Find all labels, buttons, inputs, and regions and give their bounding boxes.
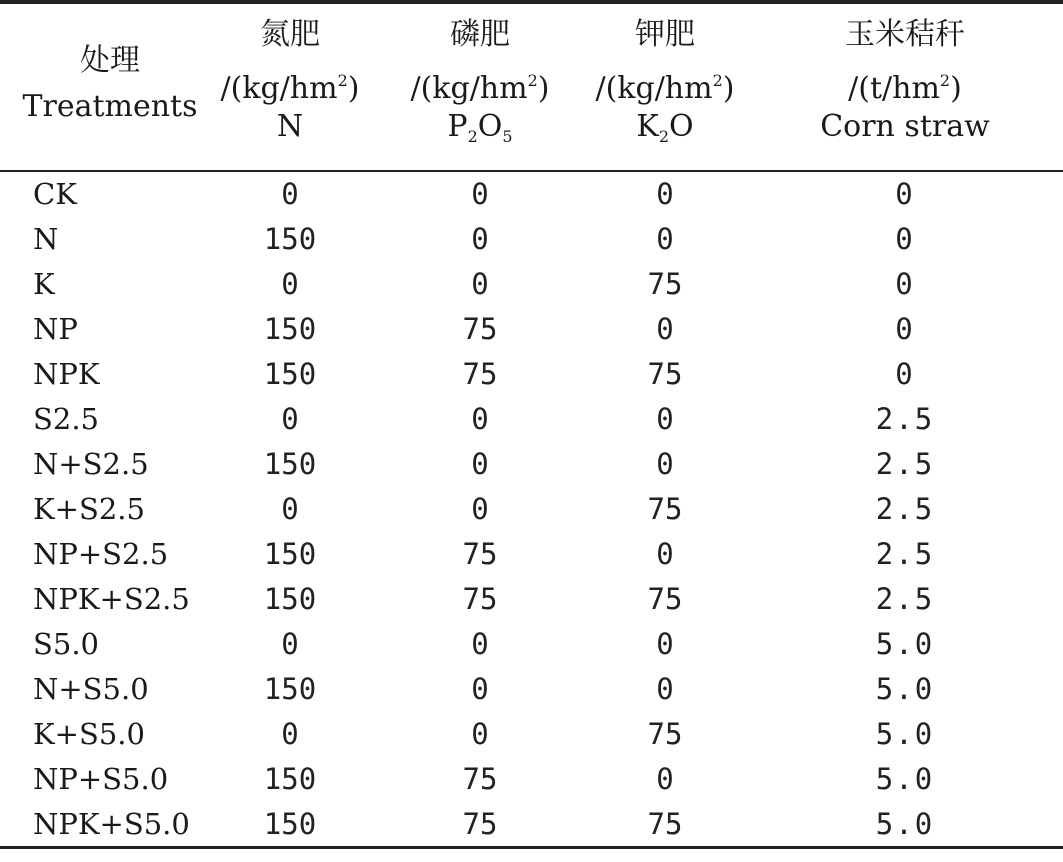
straw-cell: 2.5 [875, 492, 935, 526]
potassium-cell: 75 [647, 492, 683, 526]
header-nitrogen-cn: 氮肥 [260, 17, 320, 52]
potassium-cell: 0 [656, 627, 674, 661]
phosphorus-cell: 0 [471, 672, 489, 706]
table-body [0, 172, 1063, 847]
nitrogen-cell: 150 [263, 312, 317, 346]
nitrogen-cell: 0 [281, 267, 299, 301]
table-row [0, 622, 1063, 667]
potassium-cell: 0 [656, 222, 674, 256]
phosphorus-cell: 75 [462, 762, 498, 796]
table-top-rule [0, 0, 1063, 4]
header-potassium-unit: $/(kg/hm^2)$ [595, 71, 735, 106]
treatment-cell: K+S5.0 [33, 717, 145, 751]
phosphorus-cell: 0 [471, 627, 489, 661]
potassium-cell: 0 [656, 447, 674, 481]
header-phosphorus-cn: 磷肥 [450, 17, 510, 52]
potassium-cell: 75 [647, 267, 683, 301]
table-row [0, 802, 1063, 847]
treatment-cell: NP [33, 312, 78, 346]
nitrogen-cell: 150 [263, 582, 317, 616]
treatment-cell: NPK+S5.0 [33, 807, 190, 841]
treatment-cell: NP+S5.0 [33, 762, 169, 796]
phosphorus-cell: 0 [471, 402, 489, 436]
potassium-cell: 0 [656, 177, 674, 211]
phosphorus-cell: 0 [471, 717, 489, 751]
straw-cell: 0 [895, 357, 915, 391]
nitrogen-cell: 150 [263, 222, 317, 256]
table-row [0, 307, 1063, 352]
nitrogen-cell: 0 [281, 402, 299, 436]
straw-cell: 5.0 [875, 807, 935, 841]
table-row [0, 487, 1063, 532]
table-row [0, 442, 1063, 487]
table-row [0, 262, 1063, 307]
potassium-cell: 0 [656, 537, 674, 571]
straw-cell: 5.0 [875, 762, 935, 796]
nitrogen-cell: 150 [263, 447, 317, 481]
phosphorus-cell: 75 [462, 582, 498, 616]
treatment-cell: K [33, 267, 55, 301]
header-corn-straw [780, 12, 1030, 150]
potassium-cell: 0 [656, 312, 674, 346]
nitrogen-cell: 0 [281, 717, 299, 751]
treatment-cell: N+S2.5 [33, 447, 149, 481]
straw-cell: 5.0 [875, 672, 935, 706]
treatment-cell: NP+S2.5 [33, 537, 169, 571]
header-phosphorus [385, 12, 575, 150]
potassium-cell: 0 [656, 402, 674, 436]
treatment-cell: S2.5 [33, 402, 99, 436]
table-row [0, 172, 1063, 217]
treatment-cell: N+S5.0 [33, 672, 149, 706]
header-treatments [10, 38, 210, 130]
header-corn-straw-cn: 玉米秸秆 [845, 17, 965, 52]
straw-cell: 2.5 [875, 447, 935, 481]
header-corn-straw-en: Corn straw [820, 109, 990, 144]
straw-cell: 2.5 [875, 537, 935, 571]
header-treatments-cn: 处理 [80, 43, 140, 78]
phosphorus-cell: 75 [462, 537, 498, 571]
nitrogen-cell: 150 [263, 537, 317, 571]
table-bottom-rule [0, 846, 1063, 849]
header-nitrogen-element: N [276, 109, 304, 144]
phosphorus-cell: 0 [471, 267, 489, 301]
table-row [0, 397, 1063, 442]
nitrogen-cell: 150 [263, 357, 317, 391]
straw-cell: 2.5 [875, 582, 935, 616]
table-row [0, 217, 1063, 262]
header-nitrogen [200, 12, 380, 150]
straw-cell: 5.0 [875, 627, 935, 661]
table-row [0, 757, 1063, 802]
phosphorus-cell: 75 [462, 357, 498, 391]
header-phosphorus-unit: $/(kg/hm^2)$ [410, 71, 550, 106]
table-row [0, 712, 1063, 757]
table-row [0, 667, 1063, 712]
nitrogen-cell: 0 [281, 177, 299, 211]
treatment-cell: N [33, 222, 59, 256]
straw-cell: 0 [895, 312, 915, 346]
straw-cell: 0 [895, 222, 915, 256]
potassium-cell: 75 [647, 717, 683, 751]
phosphorus-cell: 0 [471, 447, 489, 481]
nitrogen-cell: 150 [263, 762, 317, 796]
phosphorus-cell: 0 [471, 222, 489, 256]
nitrogen-cell: 150 [263, 807, 317, 841]
straw-cell: 0 [895, 267, 915, 301]
potassium-cell: 75 [647, 807, 683, 841]
table-row [0, 352, 1063, 397]
nitrogen-cell: 150 [263, 672, 317, 706]
header-treatments-en: Treatments [22, 89, 198, 124]
potassium-cell: 75 [647, 357, 683, 391]
nitrogen-cell: 0 [281, 492, 299, 526]
treatment-cell: K+S2.5 [33, 492, 145, 526]
header-potassium-cn: 钾肥 [635, 17, 695, 52]
phosphorus-cell: 75 [462, 807, 498, 841]
straw-cell: 0 [895, 177, 915, 211]
phosphorus-cell: 0 [471, 177, 489, 211]
potassium-cell: 0 [656, 672, 674, 706]
treatment-cell: CK [33, 177, 77, 211]
phosphorus-cell: 0 [471, 492, 489, 526]
straw-cell: 2.5 [875, 402, 935, 436]
table-row [0, 577, 1063, 622]
table-row [0, 532, 1063, 577]
treatment-cell: NPK+S2.5 [33, 582, 190, 616]
phosphorus-cell: 75 [462, 312, 498, 346]
header-potassium [570, 12, 760, 150]
header-phosphorus-element: $P_2O_5$ [447, 109, 513, 146]
header-nitrogen-unit: $/(kg/hm^2)$ [220, 71, 360, 106]
header-potassium-element: $K_2O$ [636, 109, 694, 146]
treatment-cell: NPK [33, 357, 100, 391]
nitrogen-cell: 0 [281, 627, 299, 661]
straw-cell: 5.0 [875, 717, 935, 751]
header-corn-straw-unit: $/(t/hm^2)$ [848, 71, 962, 106]
potassium-cell: 75 [647, 582, 683, 616]
potassium-cell: 0 [656, 762, 674, 796]
treatment-cell: S5.0 [33, 627, 99, 661]
